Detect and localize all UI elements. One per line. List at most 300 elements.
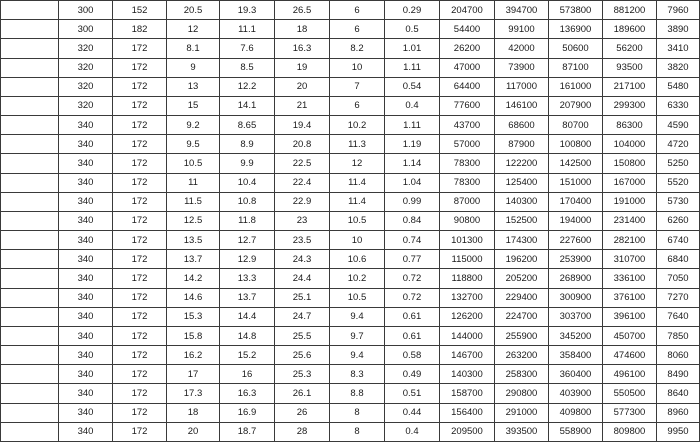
table-row <box>1 288 700 307</box>
table-cell: 126200 <box>440 307 495 326</box>
table-cell <box>1 173 59 192</box>
table-cell: 7050 <box>657 269 700 288</box>
table-cell <box>1 250 59 269</box>
table-cell: 205200 <box>495 269 549 288</box>
table-cell: 172 <box>113 39 167 58</box>
table-cell: 1.01 <box>385 39 440 58</box>
table-row <box>1 135 700 154</box>
table-cell: 196200 <box>495 250 549 269</box>
table-cell: 4590 <box>657 116 700 135</box>
table-cell: 191000 <box>603 192 657 211</box>
table-cell: 16 <box>220 365 275 384</box>
table-cell: 12.2 <box>220 77 275 96</box>
table-cell: 23 <box>275 211 330 230</box>
table-cell: 78300 <box>440 154 495 173</box>
table-cell: 20 <box>275 77 330 96</box>
table-cell: 18 <box>275 20 330 39</box>
table-cell: 122200 <box>495 154 549 173</box>
table-cell: 9950 <box>657 422 700 441</box>
table-cell: 47000 <box>440 58 495 77</box>
table-row <box>1 211 700 230</box>
table-cell: 78300 <box>440 173 495 192</box>
table-row <box>1 365 700 384</box>
table-cell: 268900 <box>549 269 603 288</box>
table-cell: 16.3 <box>220 384 275 403</box>
table-cell: 172 <box>113 135 167 154</box>
table-cell: 8 <box>330 403 385 422</box>
table-cell: 14.6 <box>167 288 220 307</box>
table-cell: 6 <box>330 96 385 115</box>
table-cell: 9.7 <box>330 326 385 345</box>
table-cell: 340 <box>59 231 113 250</box>
table-cell: 0.99 <box>385 192 440 211</box>
table-cell: 144000 <box>440 326 495 345</box>
table-cell <box>1 39 59 58</box>
table-cell: 104000 <box>603 135 657 154</box>
table-cell: 0.61 <box>385 326 440 345</box>
table-cell: 6840 <box>657 250 700 269</box>
table-cell: 204700 <box>440 1 495 20</box>
table-cell: 340 <box>59 365 113 384</box>
table-cell <box>1 422 59 441</box>
table-cell: 8.2 <box>330 39 385 58</box>
table-cell: 93500 <box>603 58 657 77</box>
table-cell: 19.4 <box>275 116 330 135</box>
table-cell: 340 <box>59 135 113 154</box>
table-cell <box>1 1 59 20</box>
table-cell: 26.5 <box>275 1 330 20</box>
table-cell: 320 <box>59 58 113 77</box>
table-body <box>1 1 700 442</box>
table-cell: 87000 <box>440 192 495 211</box>
table-cell: 8640 <box>657 384 700 403</box>
table-cell: 172 <box>113 192 167 211</box>
table-row <box>1 422 700 441</box>
table-cell: 5520 <box>657 173 700 192</box>
table-cell: 174300 <box>495 231 549 250</box>
table-cell: 409800 <box>549 403 603 422</box>
table-cell: 9.2 <box>167 116 220 135</box>
table-cell: 1.19 <box>385 135 440 154</box>
table-cell: 10.8 <box>220 192 275 211</box>
table-cell: 6260 <box>657 211 700 230</box>
table-cell: 227600 <box>549 231 603 250</box>
table-cell: 10 <box>330 231 385 250</box>
table-cell: 12.7 <box>220 231 275 250</box>
table-cell: 150800 <box>603 154 657 173</box>
table-cell: 340 <box>59 116 113 135</box>
table-cell: 152 <box>113 1 167 20</box>
table-cell: 5250 <box>657 154 700 173</box>
table-cell: 14.8 <box>220 326 275 345</box>
table-row <box>1 20 700 39</box>
table-cell: 77600 <box>440 96 495 115</box>
table-cell: 18 <box>167 403 220 422</box>
table-row <box>1 384 700 403</box>
table-cell: 340 <box>59 250 113 269</box>
table-cell: 172 <box>113 422 167 441</box>
table-cell: 8 <box>330 422 385 441</box>
table-row <box>1 154 700 173</box>
table-cell: 290800 <box>495 384 549 403</box>
table-row <box>1 77 700 96</box>
table-cell: 7.6 <box>220 39 275 58</box>
table-cell: 10.5 <box>330 288 385 307</box>
table-cell <box>1 346 59 365</box>
table-cell: 11.8 <box>220 211 275 230</box>
table-cell: 19 <box>275 58 330 77</box>
table-cell: 25.5 <box>275 326 330 345</box>
table-cell <box>1 326 59 345</box>
table-cell: 340 <box>59 307 113 326</box>
table-cell: 255900 <box>495 326 549 345</box>
table-cell: 8960 <box>657 403 700 422</box>
table-cell: 22.9 <box>275 192 330 211</box>
table-cell: 291000 <box>495 403 549 422</box>
table-cell: 90800 <box>440 211 495 230</box>
table-cell: 136900 <box>549 20 603 39</box>
table-cell: 18.7 <box>220 422 275 441</box>
table-cell: 550500 <box>603 384 657 403</box>
table-cell: 10 <box>330 58 385 77</box>
table-cell: 5730 <box>657 192 700 211</box>
table-cell: 151000 <box>549 173 603 192</box>
table-cell: 8.8 <box>330 384 385 403</box>
table-row <box>1 39 700 58</box>
table-cell: 26 <box>275 403 330 422</box>
table-cell: 0.72 <box>385 269 440 288</box>
table-cell <box>1 384 59 403</box>
table-cell: 881200 <box>603 1 657 20</box>
table-cell: 12.5 <box>167 211 220 230</box>
table-cell: 11 <box>167 173 220 192</box>
table-cell: 8.5 <box>220 58 275 77</box>
table-cell: 28 <box>275 422 330 441</box>
table-cell: 474600 <box>603 346 657 365</box>
table-cell: 9.4 <box>330 307 385 326</box>
table-cell: 9 <box>167 58 220 77</box>
table-row <box>1 231 700 250</box>
table-cell: 22.5 <box>275 154 330 173</box>
table-cell <box>1 192 59 211</box>
table-cell: 8.3 <box>330 365 385 384</box>
table-cell: 57000 <box>440 135 495 154</box>
table-cell: 577300 <box>603 403 657 422</box>
table-cell: 340 <box>59 269 113 288</box>
table-cell: 0.61 <box>385 307 440 326</box>
table-cell: 396100 <box>603 307 657 326</box>
table-cell: 0.49 <box>385 365 440 384</box>
table-cell: 25.6 <box>275 346 330 365</box>
table-cell: 8060 <box>657 346 700 365</box>
table-cell: 0.5 <box>385 20 440 39</box>
table-cell: 152500 <box>495 211 549 230</box>
table-cell: 86300 <box>603 116 657 135</box>
table-cell: 340 <box>59 211 113 230</box>
table-cell: 182 <box>113 20 167 39</box>
table-cell: 0.54 <box>385 77 440 96</box>
table-cell: 394700 <box>495 1 549 20</box>
table-cell: 172 <box>113 58 167 77</box>
table-cell: 118800 <box>440 269 495 288</box>
table-cell: 24.4 <box>275 269 330 288</box>
table-cell: 340 <box>59 422 113 441</box>
table-cell: 340 <box>59 173 113 192</box>
table-cell: 20 <box>167 422 220 441</box>
table-cell: 12 <box>167 20 220 39</box>
table-cell: 11.4 <box>330 173 385 192</box>
table-cell: 4720 <box>657 135 700 154</box>
table-cell: 11.1 <box>220 20 275 39</box>
table-cell: 340 <box>59 154 113 173</box>
table-cell: 172 <box>113 384 167 403</box>
table-cell: 161000 <box>549 77 603 96</box>
table-cell: 16.2 <box>167 346 220 365</box>
table-cell: 132700 <box>440 288 495 307</box>
table-cell: 299300 <box>603 96 657 115</box>
table-cell: 0.4 <box>385 422 440 441</box>
table-cell: 320 <box>59 96 113 115</box>
table-row <box>1 346 700 365</box>
table-cell: 142500 <box>549 154 603 173</box>
table-cell: 7850 <box>657 326 700 345</box>
table-cell: 8490 <box>657 365 700 384</box>
table-cell: 0.84 <box>385 211 440 230</box>
table-cell: 320 <box>59 77 113 96</box>
table-cell <box>1 116 59 135</box>
table-cell: 12.9 <box>220 250 275 269</box>
table-row <box>1 96 700 115</box>
table-cell: 340 <box>59 403 113 422</box>
table-cell: 340 <box>59 384 113 403</box>
table-cell: 5480 <box>657 77 700 96</box>
table-cell: 300 <box>59 20 113 39</box>
table-cell: 43700 <box>440 116 495 135</box>
table-cell: 10.6 <box>330 250 385 269</box>
table-cell: 172 <box>113 288 167 307</box>
table-cell: 11.3 <box>330 135 385 154</box>
table-cell: 282100 <box>603 231 657 250</box>
table-cell: 13.7 <box>167 250 220 269</box>
table-cell: 73900 <box>495 58 549 77</box>
table-cell: 170400 <box>549 192 603 211</box>
table-cell: 146700 <box>440 346 495 365</box>
table-cell: 9.4 <box>330 346 385 365</box>
table-row <box>1 403 700 422</box>
table-cell: 6740 <box>657 231 700 250</box>
table-cell <box>1 77 59 96</box>
table-cell: 11.4 <box>330 192 385 211</box>
table-cell: 87100 <box>549 58 603 77</box>
table-cell: 16.3 <box>275 39 330 58</box>
table-cell: 450700 <box>603 326 657 345</box>
table-cell: 10.4 <box>220 173 275 192</box>
table-cell <box>1 58 59 77</box>
table-cell: 19.3 <box>220 1 275 20</box>
table-cell: 158700 <box>440 384 495 403</box>
table-cell: 345200 <box>549 326 603 345</box>
table-cell: 8.1 <box>167 39 220 58</box>
table-cell: 172 <box>113 250 167 269</box>
table-cell: 320 <box>59 39 113 58</box>
table-cell: 303700 <box>549 307 603 326</box>
table-cell: 64400 <box>440 77 495 96</box>
table-cell: 0.51 <box>385 384 440 403</box>
table-cell: 3890 <box>657 20 700 39</box>
table-cell: 42000 <box>495 39 549 58</box>
table-cell: 217100 <box>603 77 657 96</box>
table-cell: 80700 <box>549 116 603 135</box>
table-cell: 403900 <box>549 384 603 403</box>
table-cell: 20.5 <box>167 1 220 20</box>
table-cell: 809800 <box>603 422 657 441</box>
table-cell: 10.5 <box>330 211 385 230</box>
table-row <box>1 269 700 288</box>
table-row <box>1 250 700 269</box>
table-cell: 13.3 <box>220 269 275 288</box>
table-cell: 0.77 <box>385 250 440 269</box>
table-cell: 26.1 <box>275 384 330 403</box>
table-cell: 26200 <box>440 39 495 58</box>
table-cell: 54400 <box>440 20 495 39</box>
table-cell: 117000 <box>495 77 549 96</box>
table-cell: 156400 <box>440 403 495 422</box>
table-row <box>1 58 700 77</box>
table-cell: 14.1 <box>220 96 275 115</box>
table-cell: 231400 <box>603 211 657 230</box>
table-cell <box>1 365 59 384</box>
table-cell: 0.29 <box>385 1 440 20</box>
table-cell: 20.8 <box>275 135 330 154</box>
table-cell: 13.7 <box>220 288 275 307</box>
table-cell: 10.2 <box>330 116 385 135</box>
table-cell: 207900 <box>549 96 603 115</box>
table-cell: 0.74 <box>385 231 440 250</box>
table-cell: 360400 <box>549 365 603 384</box>
table-cell: 140300 <box>440 365 495 384</box>
table-cell: 17 <box>167 365 220 384</box>
table-cell: 56200 <box>603 39 657 58</box>
table-cell: 24.3 <box>275 250 330 269</box>
table-row <box>1 326 700 345</box>
table-cell: 8.65 <box>220 116 275 135</box>
table-cell: 172 <box>113 307 167 326</box>
table-cell: 310700 <box>603 250 657 269</box>
table-cell: 358400 <box>549 346 603 365</box>
table-cell: 0.44 <box>385 403 440 422</box>
table-cell: 496100 <box>603 365 657 384</box>
table-cell: 87900 <box>495 135 549 154</box>
table-cell: 101300 <box>440 231 495 250</box>
table-cell: 224700 <box>495 307 549 326</box>
table-cell: 340 <box>59 326 113 345</box>
table-cell <box>1 135 59 154</box>
table-cell: 16.9 <box>220 403 275 422</box>
table-cell: 209500 <box>440 422 495 441</box>
table-cell: 7640 <box>657 307 700 326</box>
table-cell: 167000 <box>603 173 657 192</box>
table-cell: 340 <box>59 346 113 365</box>
table-cell: 172 <box>113 154 167 173</box>
table-cell: 229400 <box>495 288 549 307</box>
table-cell <box>1 403 59 422</box>
table-cell: 0.72 <box>385 288 440 307</box>
table-cell: 14.2 <box>167 269 220 288</box>
table-cell: 8.9 <box>220 135 275 154</box>
table-cell: 1.04 <box>385 173 440 192</box>
table-cell: 7960 <box>657 1 700 20</box>
table-cell: 10.2 <box>330 269 385 288</box>
table-cell: 13 <box>167 77 220 96</box>
table-row <box>1 116 700 135</box>
table-cell: 253900 <box>549 250 603 269</box>
table-cell: 146100 <box>495 96 549 115</box>
table-cell: 100800 <box>549 135 603 154</box>
table-cell: 300900 <box>549 288 603 307</box>
table-cell <box>1 269 59 288</box>
table-cell: 23.5 <box>275 231 330 250</box>
table-cell: 10.5 <box>167 154 220 173</box>
table-cell: 68600 <box>495 116 549 135</box>
table-cell: 6330 <box>657 96 700 115</box>
table-cell: 558900 <box>549 422 603 441</box>
table-cell: 17.3 <box>167 384 220 403</box>
table-cell: 263200 <box>495 346 549 365</box>
table-cell: 15.8 <box>167 326 220 345</box>
table-cell: 15.3 <box>167 307 220 326</box>
table-cell: 25.1 <box>275 288 330 307</box>
table-cell: 115000 <box>440 250 495 269</box>
table-cell <box>1 154 59 173</box>
table-cell: 194000 <box>549 211 603 230</box>
table-cell: 172 <box>113 116 167 135</box>
table-cell: 11.5 <box>167 192 220 211</box>
table-row <box>1 192 700 211</box>
table-cell: 172 <box>113 269 167 288</box>
table-cell: 6 <box>330 1 385 20</box>
table-cell: 172 <box>113 211 167 230</box>
table-cell <box>1 288 59 307</box>
table-cell: 7 <box>330 77 385 96</box>
table-cell: 393500 <box>495 422 549 441</box>
table-cell: 573800 <box>549 1 603 20</box>
table-cell: 340 <box>59 288 113 307</box>
table-cell: 300 <box>59 1 113 20</box>
table-cell: 172 <box>113 346 167 365</box>
table-cell: 258300 <box>495 365 549 384</box>
table-cell: 125400 <box>495 173 549 192</box>
table-cell: 340 <box>59 192 113 211</box>
table-row <box>1 1 700 20</box>
table-cell: 172 <box>113 96 167 115</box>
table-cell: 15.2 <box>220 346 275 365</box>
table-cell: 140300 <box>495 192 549 211</box>
table-cell <box>1 211 59 230</box>
table-cell: 50600 <box>549 39 603 58</box>
table-cell: 7270 <box>657 288 700 307</box>
table-cell: 376100 <box>603 288 657 307</box>
table-cell: 24.7 <box>275 307 330 326</box>
table-cell: 3410 <box>657 39 700 58</box>
table-cell: 1.11 <box>385 116 440 135</box>
table-cell: 12 <box>330 154 385 173</box>
table-cell: 15 <box>167 96 220 115</box>
table-cell: 22.4 <box>275 173 330 192</box>
table-cell: 9.9 <box>220 154 275 173</box>
table-cell: 14.4 <box>220 307 275 326</box>
table-cell: 25.3 <box>275 365 330 384</box>
table-cell <box>1 20 59 39</box>
